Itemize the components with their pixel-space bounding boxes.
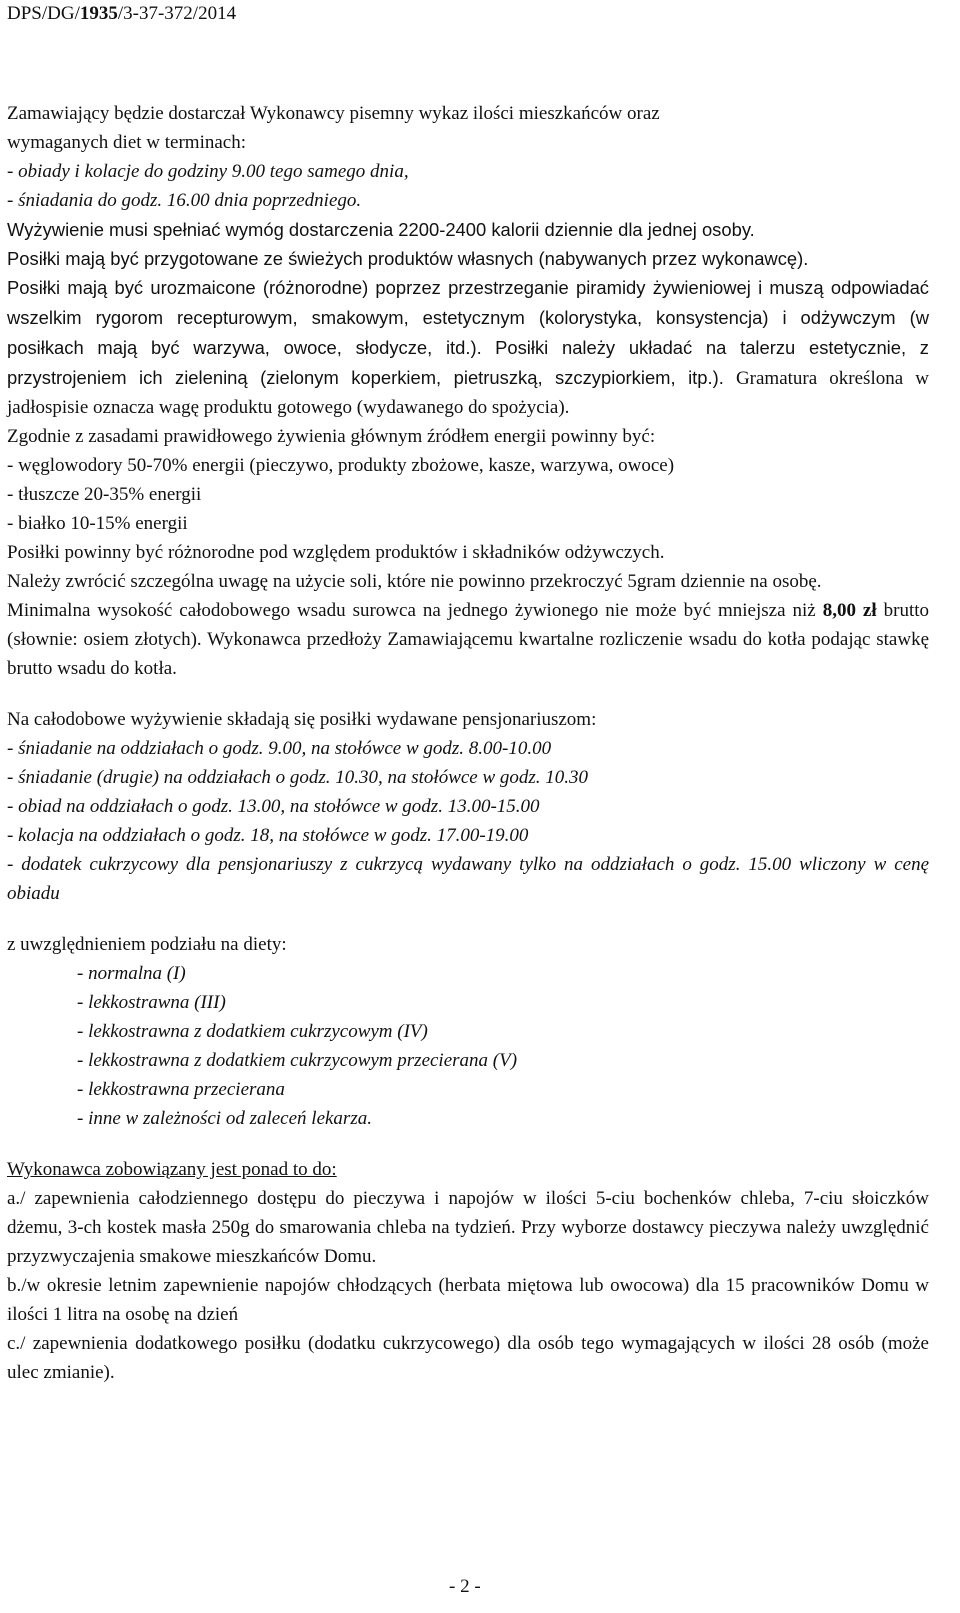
diet-item: - lekkostrawna z dodatkiem cukrzycowym (IV) (77, 1021, 428, 1042)
minimum-paragraph (7, 596, 929, 683)
meal-item: - obiad na oddziałach o godz. 13.00, na stołówce w godz. 13.00-15.00 (7, 796, 540, 817)
meal-item: - śniadanie na oddziałach o godz. 9.00, na stołówce w godz. 8.00-10.00 (7, 738, 552, 759)
reference-prefix: DPS/DG/ (7, 3, 80, 24)
variety-text-b: Posiłki należy układać na talerzu estetycznie, z przystrojeniem ich zieleniną (zielonym koperkiem, pietruszką, szczypiorkiem, itp.). (7, 337, 930, 388)
spacer (7, 908, 929, 930)
principle-item: - tłuszcze 20-35% energii (7, 484, 202, 505)
salt-paragraph: Należy zwrócić szczególna uwagę na użycie soli, które nie powinno przekroczyć 5gram dziennie na osobę. (7, 571, 822, 592)
principles-intro: Zgodnie z zasadami prawidłowego żywienia głównym źródłem energii powinny być: (7, 426, 656, 447)
order-line: Zamawiający będzie dostarczał Wykonawcy pisemny wykaz ilości mieszkańców oraz (7, 103, 660, 124)
diverse-paragraph: Posiłki powinny być różnorodne pod względem produktów i składników odżywczych. (7, 542, 665, 563)
document-body (7, 99, 929, 1387)
page-number: - 2 - (449, 1576, 481, 1597)
meal-item: - kolacja na oddziałach o godz. 18, na stołówce w godz. 17.00-19.00 (7, 825, 529, 846)
obligation-item: c./ zapewnienia dodatkowego posiłku (dodatku cukrzycowego) dla osób tego wymagających w ilości 28 osób (może ulec zmianie). (7, 1333, 929, 1383)
order-line: - obiady i kolacje do godziny 9.00 tego samego dnia, (7, 161, 409, 182)
variety-text-a: Posiłki mają być urozmaicone (różnorodne) poprzez przestrzeganie piramidy żywieniowej i muszą odpowiadać wszelkim rygorom recepturowym, smakowym, estetycznym (kolorystyka, konsystencja) i odżywczym (w posiłkach mają być warzywa, owoce, słodycze, itd.). (7, 277, 929, 358)
diet-item: - lekkostrawna (III) (77, 992, 226, 1013)
meal-item: - śniadanie (drugie) na oddziałach o godz. 10.30, na stołówce w godz. 10.30 (7, 767, 589, 788)
spacer (7, 683, 929, 705)
obligation-item: a./ zapewnienia całodziennego dostępu do pieczywa i napojów w ilości 5-ciu bochenków chleba, 7-ciu słoiczków dżemu, 3-ch kostek masła 250g do smarowania chleba na tydzień. Przy wyborze dostawcy pieczywa należy uwzględnić przyzwyczajenia smakowe mieszkańców Domu. (7, 1188, 929, 1267)
order-line: - śniadania do godz. 16.00 dnia poprzedniego. (7, 190, 362, 211)
meals-intro: Na całodobowe wyżywienie składają się posiłki wydawane pensjonariuszom: (7, 709, 597, 730)
energy-requirement: Wyżywienie musi spełniać wymóg dostarczenia 2200-2400 kalorii dziennie dla jednej osoby. (7, 219, 755, 240)
minimum-text-post: brutto (słownie: osiem złotych). Wykonawca przedłoży Zamawiającemu kwartalne rozliczenie wsadu do kotła podając stawkę brutto wsadu do kotła. (7, 600, 930, 679)
diet-item: - normalna (I) (77, 963, 186, 984)
reference-suffix: /3-37-372/2014 (117, 3, 237, 24)
minimum-amount: 8,00 zł (822, 600, 877, 621)
variety-text-c: Gramatura określona w jadłospisie oznacza wagę produktu gotowego (wydawanego do spożycia). (7, 368, 929, 418)
meal-item: - dodatek cukrzycowy dla pensjonariuszy z cukrzycą wydawany tylko na oddziałach o godz. 15.00 wliczony w cenę obiadu (7, 854, 929, 904)
own-products-paragraph: Posiłki mają być przygotowane ze świeżych produktów własnych (nabywanych przez wykonawcę). (7, 248, 809, 269)
obligation-item: b./w okresie letnim zapewnienie napojów chłodzących (herbata miętowa lub owocowa) dla 15 pracowników Domu w ilości 1 litra na osobę na dzień (7, 1275, 929, 1325)
spacer (7, 1133, 929, 1155)
document-reference (7, 0, 236, 28)
reference-number: 1935 (79, 3, 118, 24)
diet-item: - lekkostrawna przecierana (77, 1079, 285, 1100)
principle-item: - węglowodory 50-70% energii (pieczywo, produkty zbożowe, kasze, warzywa, owoce) (7, 455, 675, 476)
diet-item: - lekkostrawna z dodatkiem cukrzycowym przecierana (V) (77, 1050, 518, 1071)
order-line: wymaganych diet w terminach: (7, 132, 247, 153)
diets-intro: z uwzględnieniem podziału na diety: (7, 934, 287, 955)
principle-item: - białko 10-15% energii (7, 513, 188, 534)
minimum-text-pre: Minimalna wysokość całodobowego wsadu surowca na jednego żywionego nie może być mniejsza niż (7, 600, 823, 621)
variety-paragraph (7, 273, 929, 422)
diet-item: - inne w zależności od zaleceń lekarza. (77, 1108, 372, 1129)
obligations-heading: Wykonawca zobowiązany jest ponad to do: (7, 1159, 337, 1180)
